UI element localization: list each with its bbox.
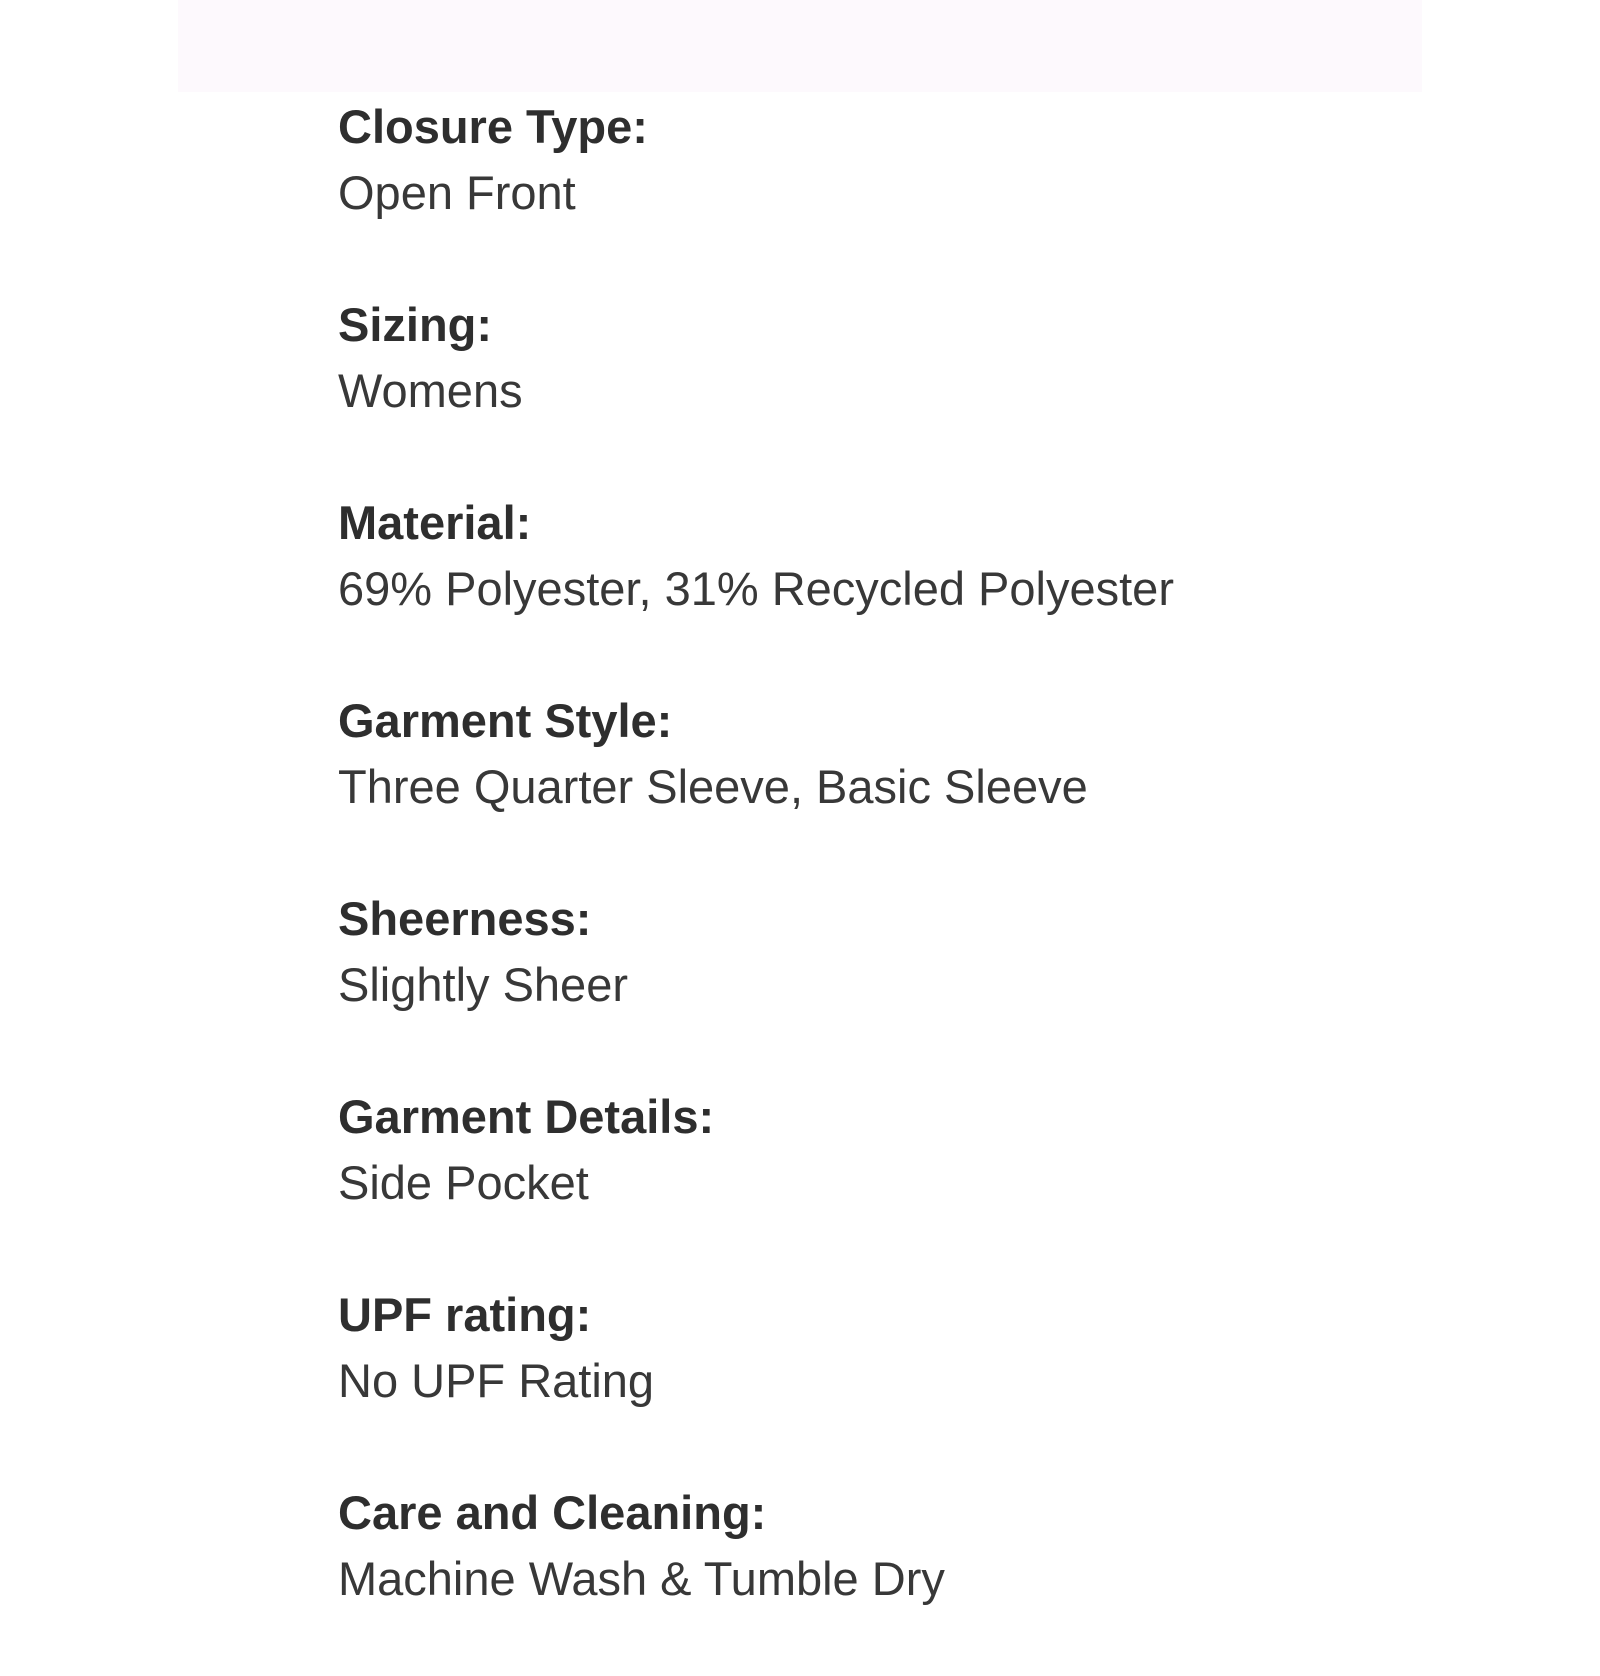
spec-value: No UPF Rating	[338, 1354, 655, 1407]
spec-sizing	[338, 290, 1438, 488]
spec-label: Garment Details:	[338, 1090, 715, 1143]
spec-material	[338, 488, 1438, 686]
spec-garment-style	[338, 686, 1438, 884]
spec-sheerness	[338, 884, 1438, 1082]
spec-value: 69% Polyester, 31% Recycled Polyester	[338, 562, 1174, 615]
spec-garment-details	[338, 1082, 1438, 1280]
spec-value: Side Pocket	[338, 1156, 589, 1209]
spec-label: Sizing:	[338, 298, 493, 351]
top-band	[178, 0, 1422, 92]
spec-value: Three Quarter Sleeve, Basic Sleeve	[338, 760, 1088, 813]
spec-label: UPF rating:	[338, 1288, 592, 1341]
spec-label: Garment Style:	[338, 694, 673, 747]
spec-value: Machine Wash & Tumble Dry	[338, 1552, 945, 1605]
spec-label: Care and Cleaning:	[338, 1486, 767, 1539]
spec-label: Material:	[338, 496, 532, 549]
spec-value: Slightly Sheer	[338, 958, 628, 1011]
spec-closure-type	[338, 92, 1438, 290]
spec-value: Womens	[338, 364, 523, 417]
spec-label: Sheerness:	[338, 892, 592, 945]
spec-label: Closure Type:	[338, 100, 648, 153]
spec-value: Open Front	[338, 166, 576, 219]
product-specs-list	[338, 92, 1438, 1676]
spec-upf-rating	[338, 1280, 1438, 1478]
spec-care-and-cleaning	[338, 1478, 1438, 1676]
